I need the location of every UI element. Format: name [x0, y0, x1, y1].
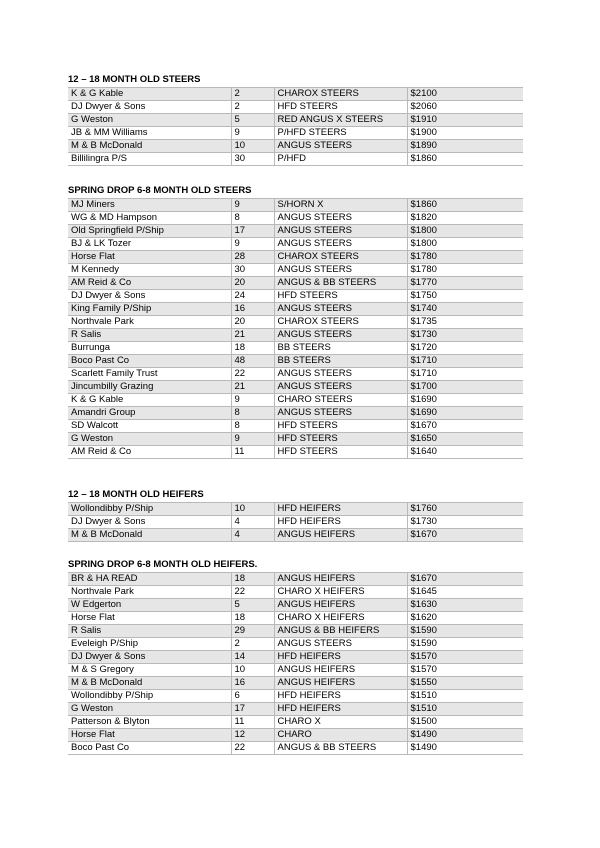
vendor-cell: R Salis: [68, 625, 231, 638]
vendor-cell: Horse Flat: [68, 251, 231, 264]
price-cell: $1510: [407, 690, 523, 703]
table-row: [68, 153, 523, 166]
section-spring-drop-steers: [68, 185, 524, 459]
table-row: [68, 212, 523, 225]
description-cell: CHAROX STEERS: [274, 316, 407, 329]
table-row: [68, 225, 523, 238]
table-row: [68, 586, 523, 599]
description-cell: HFD HEIFERS: [274, 516, 407, 529]
results-table: [68, 572, 523, 755]
head-count-cell: 5: [231, 599, 274, 612]
description-cell: HFD HEIFERS: [274, 703, 407, 716]
description-cell: CHARO: [274, 729, 407, 742]
head-count-cell: 9: [231, 199, 274, 212]
table-row: [68, 742, 523, 755]
vendor-cell: Billilingra P/S: [68, 153, 231, 166]
description-cell: ANGUS & BB STEERS: [274, 277, 407, 290]
description-cell: ANGUS STEERS: [274, 407, 407, 420]
vendor-cell: BJ & LK Tozer: [68, 238, 231, 251]
description-cell: P/HFD STEERS: [274, 127, 407, 140]
table-row: [68, 612, 523, 625]
table-row: [68, 407, 523, 420]
table-row: [68, 446, 523, 459]
head-count-cell: 2: [231, 88, 274, 101]
head-count-cell: 6: [231, 690, 274, 703]
head-count-cell: 30: [231, 264, 274, 277]
price-cell: $1620: [407, 612, 523, 625]
head-count-cell: 10: [231, 664, 274, 677]
vendor-cell: R Salis: [68, 329, 231, 342]
description-cell: P/HFD: [274, 153, 407, 166]
table-row: [68, 381, 523, 394]
description-cell: CHAROX STEERS: [274, 251, 407, 264]
head-count-cell: 18: [231, 342, 274, 355]
table-row: [68, 716, 523, 729]
description-cell: ANGUS STEERS: [274, 368, 407, 381]
price-cell: $1670: [407, 573, 523, 586]
price-cell: $1800: [407, 225, 523, 238]
table-row: [68, 368, 523, 381]
head-count-cell: 9: [231, 238, 274, 251]
table-row: [68, 290, 523, 303]
table-row: [68, 573, 523, 586]
vendor-cell: W Edgerton: [68, 599, 231, 612]
vendor-cell: Horse Flat: [68, 612, 231, 625]
price-cell: $1710: [407, 368, 523, 381]
description-cell: HFD HEIFERS: [274, 651, 407, 664]
price-cell: $1590: [407, 638, 523, 651]
section-heading: SPRING DROP 6-8 MONTH OLD HEIFERS.: [68, 559, 258, 570]
description-cell: CHARO X HEIFERS: [274, 612, 407, 625]
vendor-cell: AM Reid & Co: [68, 277, 231, 290]
description-cell: RED ANGUS X STEERS: [274, 114, 407, 127]
price-cell: $1860: [407, 199, 523, 212]
description-cell: BB STEERS: [274, 355, 407, 368]
price-cell: $1820: [407, 212, 523, 225]
vendor-cell: Horse Flat: [68, 729, 231, 742]
section-spring-drop-heifers: [68, 559, 524, 755]
head-count-cell: 8: [231, 407, 274, 420]
table-row: [68, 101, 523, 114]
table-row: [68, 238, 523, 251]
price-cell: $1860: [407, 153, 523, 166]
section-12-18-month-steers: [68, 74, 524, 166]
price-cell: $1710: [407, 355, 523, 368]
vendor-cell: Patterson & Blyton: [68, 716, 231, 729]
price-cell: $1910: [407, 114, 523, 127]
description-cell: CHARO X HEIFERS: [274, 586, 407, 599]
head-count-cell: 2: [231, 638, 274, 651]
vendor-cell: M & B McDonald: [68, 677, 231, 690]
price-cell: $1670: [407, 420, 523, 433]
section-12-18-month-heifers: [68, 489, 524, 542]
price-cell: $1730: [407, 516, 523, 529]
vendor-cell: M & S Gregory: [68, 664, 231, 677]
price-cell: $1780: [407, 251, 523, 264]
vendor-cell: Northvale Park: [68, 586, 231, 599]
vendor-cell: M & B McDonald: [68, 529, 231, 542]
table-row: [68, 729, 523, 742]
vendor-cell: SD Walcott: [68, 420, 231, 433]
head-count-cell: 5: [231, 114, 274, 127]
price-cell: $1550: [407, 677, 523, 690]
description-cell: ANGUS STEERS: [274, 238, 407, 251]
table-row: [68, 651, 523, 664]
description-cell: ANGUS STEERS: [274, 303, 407, 316]
vendor-cell: G Weston: [68, 114, 231, 127]
description-cell: ANGUS STEERS: [274, 329, 407, 342]
head-count-cell: 9: [231, 433, 274, 446]
vendor-cell: Eveleigh P/Ship: [68, 638, 231, 651]
table-row: [68, 664, 523, 677]
description-cell: ANGUS HEIFERS: [274, 664, 407, 677]
price-cell: $1630: [407, 599, 523, 612]
head-count-cell: 20: [231, 316, 274, 329]
section-heading: SPRING DROP 6-8 MONTH OLD STEERS: [68, 185, 252, 196]
description-cell: CHAROX STEERS: [274, 88, 407, 101]
results-table: [68, 87, 523, 166]
table-row: [68, 690, 523, 703]
vendor-cell: Boco Past Co: [68, 355, 231, 368]
description-cell: ANGUS HEIFERS: [274, 573, 407, 586]
description-cell: ANGUS STEERS: [274, 140, 407, 153]
head-count-cell: 21: [231, 381, 274, 394]
table-row: [68, 277, 523, 290]
price-cell: $1500: [407, 716, 523, 729]
head-count-cell: 22: [231, 742, 274, 755]
table-row: [68, 140, 523, 153]
table-row: [68, 88, 523, 101]
head-count-cell: 28: [231, 251, 274, 264]
price-cell: $1780: [407, 264, 523, 277]
vendor-cell: King Family P/Ship: [68, 303, 231, 316]
description-cell: ANGUS & BB HEIFERS: [274, 625, 407, 638]
table-row: [68, 394, 523, 407]
vendor-cell: M Kennedy: [68, 264, 231, 277]
table-row: [68, 625, 523, 638]
head-count-cell: 16: [231, 303, 274, 316]
description-cell: HFD HEIFERS: [274, 690, 407, 703]
vendor-cell: DJ Dwyer & Sons: [68, 101, 231, 114]
table-row: [68, 303, 523, 316]
description-cell: ANGUS STEERS: [274, 264, 407, 277]
price-cell: $1490: [407, 729, 523, 742]
head-count-cell: 21: [231, 329, 274, 342]
vendor-cell: Wollondibby P/Ship: [68, 690, 231, 703]
results-table: [68, 198, 523, 459]
description-cell: ANGUS STEERS: [274, 638, 407, 651]
vendor-cell: Scarlett Family Trust: [68, 368, 231, 381]
price-cell: $1650: [407, 433, 523, 446]
price-cell: $1640: [407, 446, 523, 459]
price-cell: $2100: [407, 88, 523, 101]
head-count-cell: 11: [231, 446, 274, 459]
vendor-cell: G Weston: [68, 433, 231, 446]
table-row: [68, 638, 523, 651]
head-count-cell: 14: [231, 651, 274, 664]
head-count-cell: 17: [231, 225, 274, 238]
description-cell: ANGUS HEIFERS: [274, 529, 407, 542]
table-row: [68, 316, 523, 329]
price-cell: $1750: [407, 290, 523, 303]
head-count-cell: 10: [231, 140, 274, 153]
price-cell: $1490: [407, 742, 523, 755]
results-table: [68, 502, 523, 542]
price-cell: $1730: [407, 329, 523, 342]
vendor-cell: MJ Miners: [68, 199, 231, 212]
table-row: [68, 503, 523, 516]
table-row: [68, 264, 523, 277]
head-count-cell: 11: [231, 716, 274, 729]
head-count-cell: 18: [231, 573, 274, 586]
table-row: [68, 599, 523, 612]
price-cell: $1735: [407, 316, 523, 329]
price-cell: $1510: [407, 703, 523, 716]
table-row: [68, 355, 523, 368]
head-count-cell: 16: [231, 677, 274, 690]
vendor-cell: Jincumbilly Grazing: [68, 381, 231, 394]
description-cell: HFD STEERS: [274, 433, 407, 446]
description-cell: HFD STEERS: [274, 290, 407, 303]
price-cell: $1690: [407, 394, 523, 407]
price-cell: $1570: [407, 651, 523, 664]
description-cell: ANGUS & BB STEERS: [274, 742, 407, 755]
price-cell: $1700: [407, 381, 523, 394]
vendor-cell: DJ Dwyer & Sons: [68, 651, 231, 664]
vendor-cell: G Weston: [68, 703, 231, 716]
price-cell: $1590: [407, 625, 523, 638]
vendor-cell: K & G Kable: [68, 394, 231, 407]
description-cell: HFD STEERS: [274, 446, 407, 459]
head-count-cell: 4: [231, 529, 274, 542]
head-count-cell: 8: [231, 212, 274, 225]
vendor-cell: Old Springfield P/Ship: [68, 225, 231, 238]
description-cell: HFD HEIFERS: [274, 503, 407, 516]
head-count-cell: 22: [231, 368, 274, 381]
head-count-cell: 2: [231, 101, 274, 114]
head-count-cell: 18: [231, 612, 274, 625]
head-count-cell: 12: [231, 729, 274, 742]
vendor-cell: WG & MD Hampson: [68, 212, 231, 225]
vendor-cell: JB & MM Williams: [68, 127, 231, 140]
table-row: [68, 251, 523, 264]
head-count-cell: 48: [231, 355, 274, 368]
table-row: [68, 329, 523, 342]
table-row: [68, 114, 523, 127]
vendor-cell: Boco Past Co: [68, 742, 231, 755]
vendor-cell: K & G Kable: [68, 88, 231, 101]
head-count-cell: 30: [231, 153, 274, 166]
description-cell: ANGUS HEIFERS: [274, 677, 407, 690]
price-cell: $1570: [407, 664, 523, 677]
price-cell: $1770: [407, 277, 523, 290]
vendor-cell: Northvale Park: [68, 316, 231, 329]
head-count-cell: 20: [231, 277, 274, 290]
description-cell: HFD STEERS: [274, 101, 407, 114]
price-cell: $1645: [407, 586, 523, 599]
head-count-cell: 9: [231, 127, 274, 140]
price-cell: $1760: [407, 503, 523, 516]
vendor-cell: AM Reid & Co: [68, 446, 231, 459]
table-row: [68, 342, 523, 355]
table-row: [68, 433, 523, 446]
head-count-cell: 4: [231, 516, 274, 529]
vendor-cell: BR & HA READ: [68, 573, 231, 586]
head-count-cell: 8: [231, 420, 274, 433]
price-cell: $1670: [407, 529, 523, 542]
table-row: [68, 127, 523, 140]
price-cell: $1890: [407, 140, 523, 153]
table-row: [68, 199, 523, 212]
head-count-cell: 10: [231, 503, 274, 516]
table-row: [68, 516, 523, 529]
description-cell: ANGUS STEERS: [274, 381, 407, 394]
section-heading: 12 – 18 MONTH OLD HEIFERS: [68, 489, 204, 500]
vendor-cell: Wollondibby P/Ship: [68, 503, 231, 516]
table-row: [68, 420, 523, 433]
description-cell: BB STEERS: [274, 342, 407, 355]
head-count-cell: 22: [231, 586, 274, 599]
table-row: [68, 703, 523, 716]
description-cell: ANGUS HEIFERS: [274, 599, 407, 612]
vendor-cell: DJ Dwyer & Sons: [68, 516, 231, 529]
description-cell: S/HORN X: [274, 199, 407, 212]
description-cell: CHARO X: [274, 716, 407, 729]
price-cell: $1800: [407, 238, 523, 251]
price-cell: $1720: [407, 342, 523, 355]
head-count-cell: 29: [231, 625, 274, 638]
price-cell: $1900: [407, 127, 523, 140]
description-cell: HFD STEERS: [274, 420, 407, 433]
price-cell: $1740: [407, 303, 523, 316]
vendor-cell: M & B McDonald: [68, 140, 231, 153]
table-row: [68, 677, 523, 690]
vendor-cell: Amandri Group: [68, 407, 231, 420]
head-count-cell: 17: [231, 703, 274, 716]
table-row: [68, 529, 523, 542]
description-cell: ANGUS STEERS: [274, 212, 407, 225]
description-cell: ANGUS STEERS: [274, 225, 407, 238]
head-count-cell: 9: [231, 394, 274, 407]
vendor-cell: Burrunga: [68, 342, 231, 355]
section-heading: 12 – 18 MONTH OLD STEERS: [68, 74, 201, 85]
price-cell: $1690: [407, 407, 523, 420]
price-cell: $2060: [407, 101, 523, 114]
vendor-cell: DJ Dwyer & Sons: [68, 290, 231, 303]
head-count-cell: 24: [231, 290, 274, 303]
description-cell: CHARO STEERS: [274, 394, 407, 407]
